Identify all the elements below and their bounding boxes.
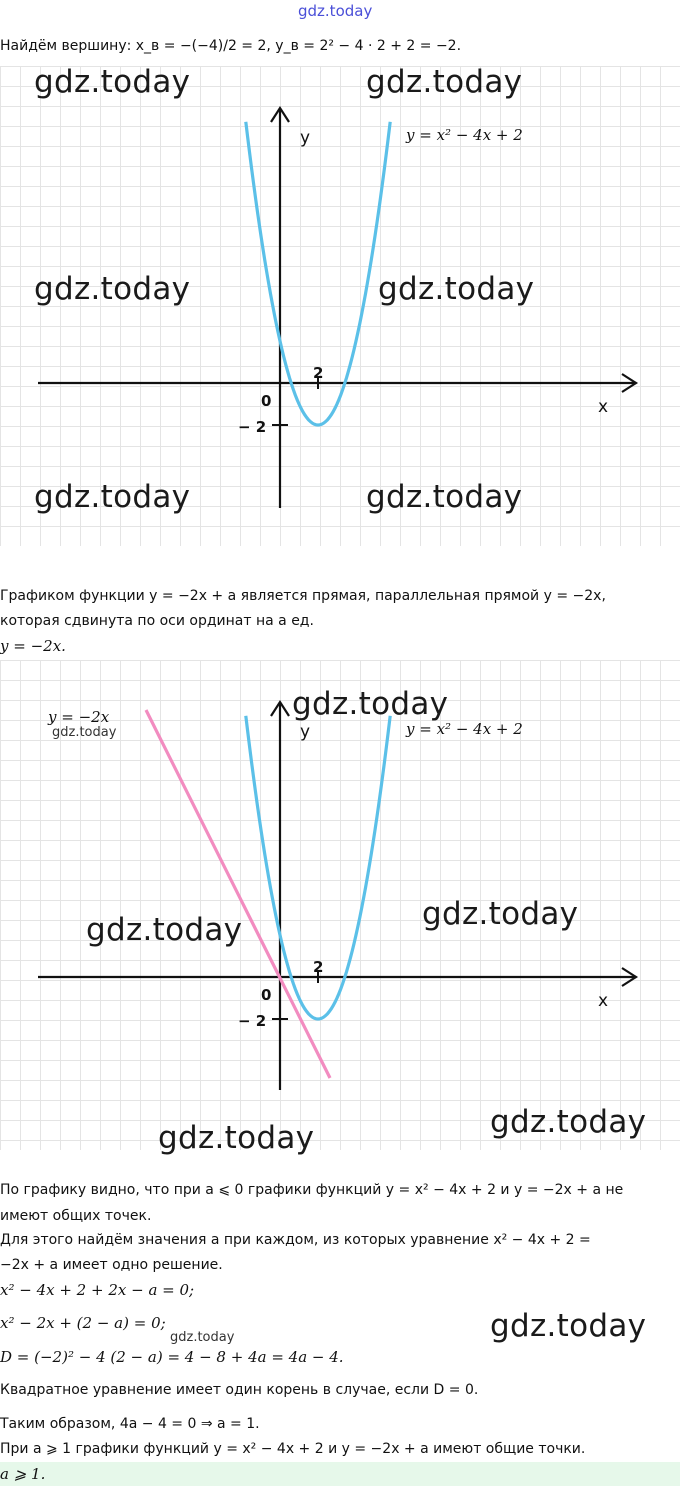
watermark: gdz.today <box>366 479 523 515</box>
y-axis-label: y <box>300 722 311 742</box>
discriminant-equation: D = (−2)² − 4 (2 − a) = 4 − 8 + 4a = 4a − 4. <box>0 1348 344 1366</box>
y-axis-label: y <box>300 128 311 148</box>
watermark: gdz.today <box>170 1330 235 1345</box>
watermark: gdz.today <box>490 1104 647 1140</box>
equation-2: x² − 2x + (2 − a) = 0; <box>0 1314 166 1332</box>
origin-label: 0 <box>261 986 272 1004</box>
watermark: gdz.today <box>366 64 523 100</box>
watermark: gdz.today <box>422 896 579 932</box>
watermark: gdz.today <box>158 1120 315 1156</box>
watermark: gdz.today <box>490 1308 647 1344</box>
watermark: gdz.today <box>378 271 535 307</box>
answer: a ⩾ 1. <box>0 1465 46 1483</box>
solution-line-9: Таким образом, 4a − 4 = 0 ⇒ a = 1. <box>0 1416 260 1432</box>
solution-line-1: По графику видно, что при a ⩽ 0 графики функций y = x² − 4x + 2 и y = −2x + a не <box>0 1182 624 1198</box>
solution-line-4: −2x + a имеет одно решение. <box>0 1257 223 1273</box>
origin-label: 0 <box>261 392 272 410</box>
line-equation: y = −2x. <box>0 637 66 655</box>
y-tick-label: − 2 <box>238 1012 267 1030</box>
solution-line-2: имеют общих точек. <box>0 1208 152 1224</box>
watermark: gdz.today <box>34 479 191 515</box>
line-equation-label: y = −2x <box>48 708 110 726</box>
answer-highlight <box>0 1462 680 1486</box>
x-axis-label: x <box>598 991 609 1011</box>
solution-line-8: Квадратное уравнение имеет один корень в случае, если D = 0. <box>0 1382 479 1398</box>
x-axis-label: x <box>598 397 609 417</box>
watermark: gdz.today <box>52 725 117 740</box>
solution-line-10: При a ⩾ 1 графики функций y = x² − 4x + 2 и y = −2x + a имеют общие точки. <box>0 1441 586 1457</box>
graph-parabola-and-line <box>0 660 680 1156</box>
watermark: gdz.today <box>34 271 191 307</box>
graph-parabola <box>0 66 680 546</box>
watermark: gdz.today <box>292 686 449 722</box>
solution-line-3: Для этого найдём значения a при каждом, из которых уравнение x² − 4x + 2 = <box>0 1232 591 1248</box>
watermark: gdz.today <box>34 64 191 100</box>
x-tick-label: 2 <box>313 958 324 976</box>
equation-1: x² − 4x + 2 + 2x − a = 0; <box>0 1281 195 1299</box>
vertex-calculation: Найдём вершину: x_в = −(−4)/2 = 2, y_в = 2² − 4 · 2 + 2 = −2. <box>0 38 462 54</box>
watermark: gdz.today <box>86 912 243 948</box>
header-watermark: gdz.today <box>298 2 373 20</box>
y-tick-label: − 2 <box>238 418 267 436</box>
paragraph-line-2: которая сдвинута по оси ординат на a ед. <box>0 613 314 629</box>
x-tick-label: 2 <box>313 364 324 382</box>
parabola-equation-label: y = x² − 4x + 2 <box>406 126 523 144</box>
parabola-equation-label: y = x² − 4x + 2 <box>406 720 523 738</box>
paragraph-line-1: Графиком функции y = −2x + a является прямая, параллельная прямой y = −2x, <box>0 588 606 604</box>
